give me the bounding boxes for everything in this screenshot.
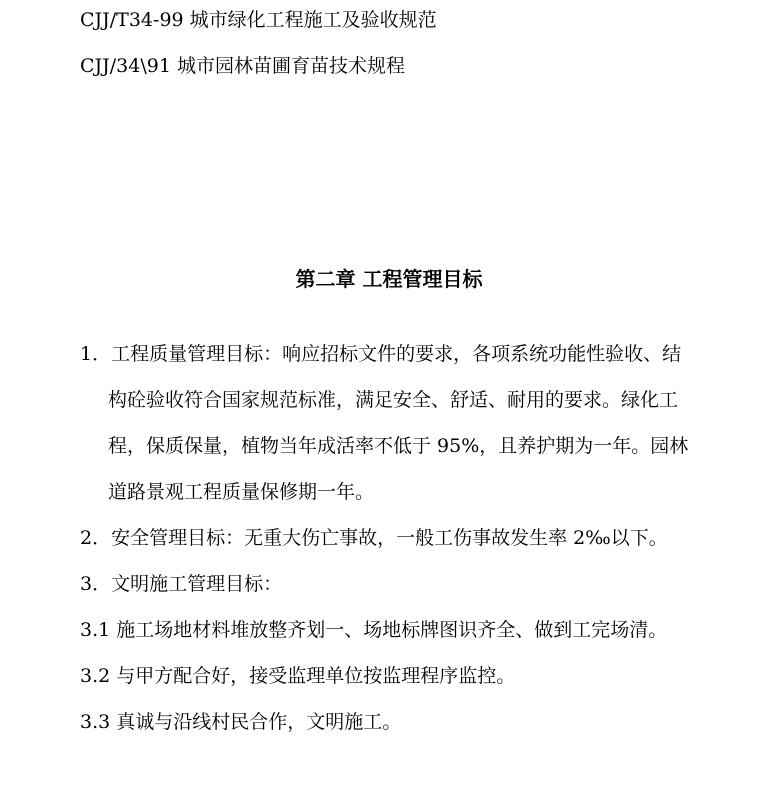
list-item-2 [80, 526, 668, 550]
sub-item-3-3: 3.3 真诚与沿线村民合作，文明施工。 [80, 711, 402, 733]
list-item-3-text: 文明施工管理目标： [111, 573, 283, 595]
list-item-1-number: 1． [80, 343, 112, 365]
list-item-1-line-3: 程，保质保量，植物当年成活率不低于 95%，且养护期为一年。园林 [108, 435, 689, 457]
list-item-3 [80, 572, 282, 596]
chapter-title: 第二章 工程管理目标 [295, 267, 483, 291]
sub-item-3-1: 3.1 施工场地材料堆放整齐划一、场地标牌图识齐全、做到工完场清。 [80, 619, 668, 641]
list-item-2-number: 2． [80, 527, 112, 549]
list-item-2-text: 安全管理目标：无重大伤亡事故，一般工伤事故发生率 2‰以下。 [111, 527, 668, 549]
list-item-3-number: 3． [80, 573, 112, 595]
list-item-1 [80, 342, 681, 366]
list-item-1-line-4: 道路景观工程质量保修期一年。 [108, 481, 375, 503]
list-item-1-line-2: 构砼验收符合国家规范标准，满足安全、舒适、耐用的要求。绿化工 [108, 389, 679, 411]
list-item-1-line-1: 工程质量管理目标：响应招标文件的要求，各项系统功能性验收、结 [111, 343, 682, 365]
reference-line-2: CJJ/34\91 城市园林苗圃育苗技术规程 [80, 55, 405, 77]
reference-line-1: CJJ/T34-99 城市绿化工程施工及验收规范 [80, 9, 437, 31]
sub-item-3-2: 3.2 与甲方配合好，接受监理单位按监理程序监控。 [80, 665, 516, 687]
